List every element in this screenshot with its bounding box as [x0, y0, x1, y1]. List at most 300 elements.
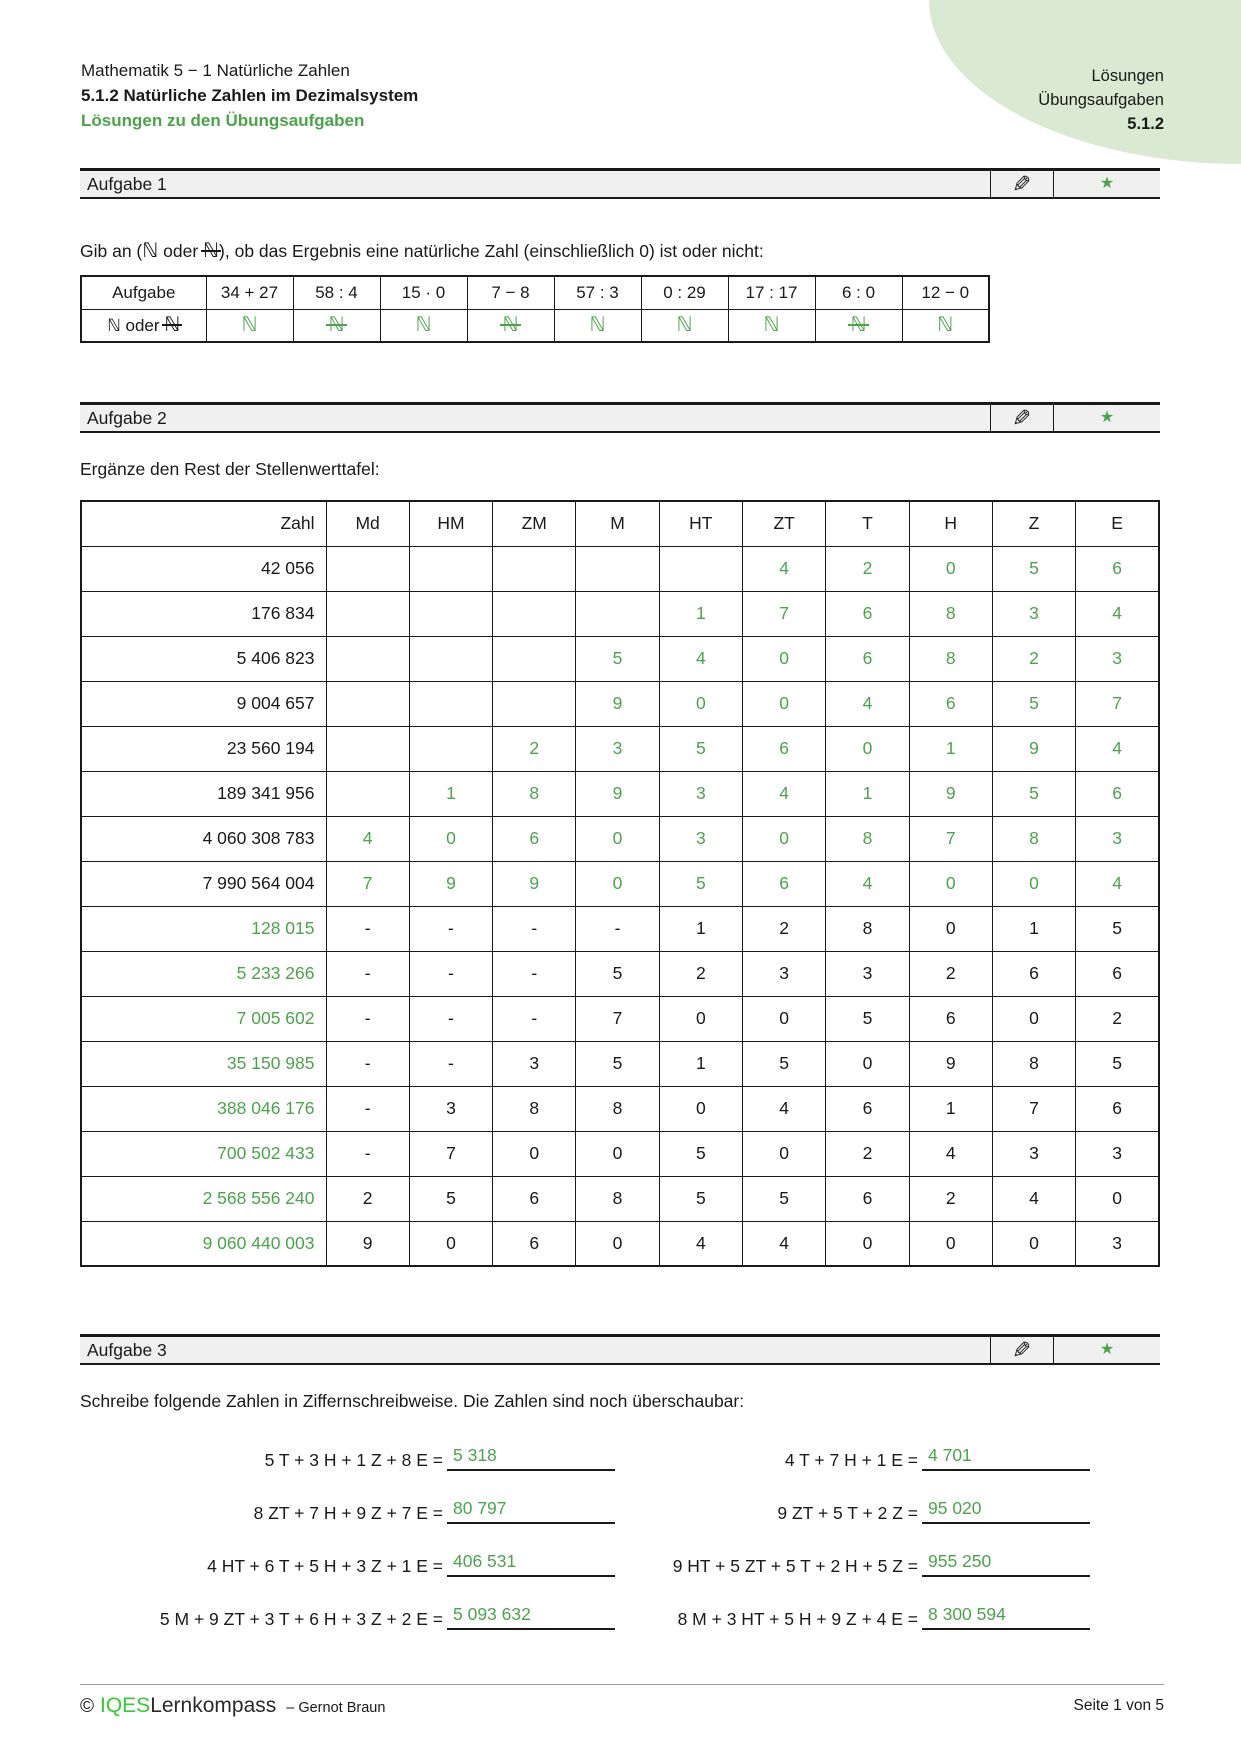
- digit-cell: 5: [409, 1176, 492, 1221]
- digit-cell: 3: [493, 1041, 576, 1086]
- expression-cell: 58 : 4: [293, 276, 380, 309]
- answer-text: 5 318: [447, 1445, 615, 1471]
- expression-cell: 34 + 27: [206, 276, 293, 309]
- zahl-cell: 388 046 176: [81, 1086, 326, 1131]
- digit-cell: [576, 546, 659, 591]
- document-header: [81, 58, 418, 133]
- answer-text: 955 250: [922, 1551, 1090, 1577]
- digit-cell: 3: [992, 591, 1075, 636]
- digit-cell: 0: [493, 1131, 576, 1176]
- zahl-cell: 35 150 985: [81, 1041, 326, 1086]
- zahl-cell: 2 568 556 240: [81, 1176, 326, 1221]
- digit-cell: [576, 591, 659, 636]
- answer-cell: [815, 309, 902, 342]
- digit-cell: 8: [576, 1086, 659, 1131]
- digit-cell: 9: [326, 1221, 409, 1266]
- digit-cell: 0: [826, 726, 909, 771]
- digit-cell: 7: [326, 861, 409, 906]
- digit-cell: [493, 546, 576, 591]
- digit-cell: 1: [659, 591, 742, 636]
- digit-cell: 5: [1076, 906, 1159, 951]
- digit-cell: 5: [742, 1041, 825, 1086]
- digit-cell: 0: [576, 1221, 659, 1266]
- digit-cell: [409, 636, 492, 681]
- equation-left: [80, 1551, 615, 1577]
- equation-left: [80, 1498, 615, 1524]
- expression-cell: 57 : 3: [554, 276, 641, 309]
- digit-cell: 2: [826, 1131, 909, 1176]
- place-value-row: [81, 951, 1159, 996]
- t1-answer-label: [81, 309, 206, 342]
- digit-cell: 8: [826, 906, 909, 951]
- digit-cell: 9: [992, 726, 1075, 771]
- digit-cell: 4: [659, 636, 742, 681]
- digit-cell: 2: [326, 1176, 409, 1221]
- digit-cell: 4: [826, 681, 909, 726]
- digit-cell: 1: [909, 1086, 992, 1131]
- not-natural-number-symbol: ℕ: [203, 240, 220, 262]
- task1-section: [80, 168, 1160, 343]
- author-name: – Gernot Braun: [286, 1700, 386, 1716]
- place-value-row: [81, 591, 1159, 636]
- solutions-subtitle: Lösungen zu den Übungsaufgaben: [81, 111, 365, 130]
- digit-cell: 0: [576, 816, 659, 861]
- difficulty-cell: [1053, 405, 1160, 431]
- digit-cell: 4: [826, 861, 909, 906]
- answer-cell: [728, 309, 815, 342]
- copyright-icon: ©: [80, 1696, 94, 1717]
- digit-cell: 2: [742, 906, 825, 951]
- digit-cell: 0: [992, 996, 1075, 1041]
- expression-text: 5 M + 9 ZT + 3 T + 6 H + 3 Z + 2 E =: [159, 1609, 443, 1629]
- expression-text: 4 T + 7 H + 1 E =: [784, 1450, 918, 1470]
- digit-cell: -: [409, 996, 492, 1041]
- not-natural-number-symbol: ℕ: [328, 313, 345, 336]
- zahl-cell: 4 060 308 783: [81, 816, 326, 861]
- zahl-cell: 23 560 194: [81, 726, 326, 771]
- t2-body: [81, 546, 1159, 1266]
- zahl-cell: 128 015: [81, 906, 326, 951]
- pencil-cell: [990, 405, 1053, 431]
- digit-cell: 3: [576, 726, 659, 771]
- column-header-place: ZM: [493, 501, 576, 546]
- digit-cell: 7: [909, 816, 992, 861]
- answer-text: 406 531: [447, 1551, 615, 1577]
- digit-cell: 6: [826, 1086, 909, 1131]
- digit-cell: 0: [409, 1221, 492, 1266]
- t1-answer-row: [81, 309, 989, 342]
- digit-cell: 7: [742, 591, 825, 636]
- course-title: Mathematik 5 − 1 Natürliche Zahlen: [81, 61, 350, 80]
- digit-cell: 2: [1076, 996, 1159, 1041]
- expression-text: 9 HT + 5 ZT + 5 T + 2 H + 5 Z =: [672, 1556, 918, 1576]
- digit-cell: -: [493, 996, 576, 1041]
- digit-cell: 0: [409, 816, 492, 861]
- digit-cell: -: [576, 906, 659, 951]
- digit-cell: 0: [742, 816, 825, 861]
- star-icon: ★: [1099, 175, 1115, 192]
- column-header-place: HT: [659, 501, 742, 546]
- not-natural-number-symbol: ℕ: [164, 313, 181, 336]
- digit-cell: -: [493, 906, 576, 951]
- answer-cell: [902, 309, 989, 342]
- equation-left: [80, 1445, 615, 1471]
- answer-cell: [380, 309, 467, 342]
- task2-section: [80, 402, 1160, 1267]
- expression-text: 4 HT + 6 T + 5 H + 3 Z + 1 E =: [207, 1556, 443, 1576]
- digit-cell: 3: [1076, 816, 1159, 861]
- digit-cell: 6: [909, 681, 992, 726]
- digit-cell: 0: [909, 861, 992, 906]
- instruction-text: ), ob das Ergebnis eine natürliche Zahl (einschließlich 0) ist oder nicht:: [219, 241, 764, 261]
- digit-cell: 8: [992, 1041, 1075, 1086]
- not-natural-number-symbol: ℕ: [502, 313, 519, 336]
- digit-cell: [409, 681, 492, 726]
- digit-cell: 8: [826, 816, 909, 861]
- digit-cell: 0: [826, 1221, 909, 1266]
- digit-cell: 4: [1076, 861, 1159, 906]
- task1-table: [80, 275, 990, 343]
- logo-iqes: IQES: [100, 1694, 151, 1717]
- expression-cell: 0 : 29: [641, 276, 728, 309]
- task2-instruction: Ergänze den Rest der Stellenwerttafel:: [80, 459, 380, 479]
- digit-cell: 4: [909, 1131, 992, 1176]
- t1-header-row: [81, 276, 989, 309]
- t1-corner-label: Aufgabe: [81, 276, 206, 309]
- digit-cell: -: [326, 1041, 409, 1086]
- digit-cell: 6: [1076, 1086, 1159, 1131]
- zahl-cell: 9 060 440 003: [81, 1221, 326, 1266]
- place-value-row: [81, 1131, 1159, 1176]
- digit-cell: 4: [992, 1176, 1075, 1221]
- digit-cell: [326, 771, 409, 816]
- digit-cell: 3: [659, 771, 742, 816]
- place-value-row: [81, 861, 1159, 906]
- digit-cell: [493, 681, 576, 726]
- publisher-logo: [80, 1694, 385, 1718]
- digit-cell: 8: [493, 771, 576, 816]
- digit-cell: 7: [992, 1086, 1075, 1131]
- digit-cell: 2: [659, 951, 742, 996]
- digit-cell: 0: [826, 1041, 909, 1086]
- equation-right: [615, 1498, 1090, 1524]
- digit-cell: [326, 681, 409, 726]
- digit-cell: 8: [992, 816, 1075, 861]
- star-icon: ★: [1099, 409, 1115, 426]
- digit-cell: 0: [742, 996, 825, 1041]
- expression-cell: 17 : 17: [728, 276, 815, 309]
- digit-cell: -: [493, 951, 576, 996]
- digit-cell: -: [409, 906, 492, 951]
- place-value-row: [81, 726, 1159, 771]
- answer-cell: [554, 309, 641, 342]
- answer-cell: [293, 309, 380, 342]
- pencil-cell: [990, 171, 1053, 197]
- t2-header-row: [81, 501, 1159, 546]
- digit-cell: 8: [909, 636, 992, 681]
- digit-cell: 5: [992, 546, 1075, 591]
- natural-number-symbol: ℕ: [676, 313, 693, 336]
- corner-label: [1038, 64, 1164, 136]
- expression-text: 5 T + 3 H + 1 Z + 8 E =: [264, 1450, 443, 1470]
- digit-cell: 5: [992, 681, 1075, 726]
- zahl-cell: 5 233 266: [81, 951, 326, 996]
- corner-label-line1: Lösungen: [1091, 67, 1164, 85]
- column-header-place: E: [1076, 501, 1159, 546]
- digit-cell: 6: [1076, 771, 1159, 816]
- task2-header-bar: [80, 402, 1160, 433]
- column-header-place: Z: [992, 501, 1075, 546]
- digit-cell: 0: [742, 681, 825, 726]
- natural-number-symbol: ℕ: [415, 313, 432, 336]
- expression-cell: 6 : 0: [815, 276, 902, 309]
- digit-cell: 1: [659, 906, 742, 951]
- instruction-text: Gib an (: [80, 241, 143, 261]
- digit-cell: -: [326, 996, 409, 1041]
- digit-cell: 1: [992, 906, 1075, 951]
- column-header-place: M: [576, 501, 659, 546]
- digit-cell: 3: [1076, 1131, 1159, 1176]
- digit-cell: 4: [326, 816, 409, 861]
- digit-cell: 0: [659, 1086, 742, 1131]
- digit-cell: 0: [1076, 1176, 1159, 1221]
- expression-cell: 15 · 0: [380, 276, 467, 309]
- digit-cell: 4: [659, 1221, 742, 1266]
- digit-cell: -: [326, 1131, 409, 1176]
- place-value-row: [81, 681, 1159, 726]
- digit-cell: 0: [659, 681, 742, 726]
- digit-cell: 0: [909, 1221, 992, 1266]
- digit-cell: 0: [576, 861, 659, 906]
- natural-number-symbol: ℕ: [937, 313, 954, 336]
- digit-cell: 2: [826, 546, 909, 591]
- task3-title: Aufgabe 3: [87, 1339, 167, 1360]
- expression-cell: 7 − 8: [467, 276, 554, 309]
- zahl-cell: 42 056: [81, 546, 326, 591]
- task1-title: Aufgabe 1: [87, 173, 167, 194]
- answer-text: 95 020: [922, 1498, 1090, 1524]
- digit-cell: 0: [742, 1131, 825, 1176]
- digit-cell: 0: [576, 1131, 659, 1176]
- zahl-cell: 5 406 823: [81, 636, 326, 681]
- digit-cell: [493, 636, 576, 681]
- digit-cell: 4: [742, 1086, 825, 1131]
- digit-cell: [326, 546, 409, 591]
- answer-cell: [467, 309, 554, 342]
- digit-cell: [409, 546, 492, 591]
- digit-cell: 3: [659, 816, 742, 861]
- digit-cell: [326, 726, 409, 771]
- digit-cell: 5: [576, 636, 659, 681]
- difficulty-cell: [1053, 171, 1160, 197]
- digit-cell: 5: [659, 1176, 742, 1221]
- zahl-cell: 700 502 433: [81, 1131, 326, 1176]
- place-value-row: [81, 1041, 1159, 1086]
- column-header-place: ZT: [742, 501, 825, 546]
- equation-left: [80, 1604, 615, 1630]
- digit-cell: 2: [909, 951, 992, 996]
- digit-cell: 3: [826, 951, 909, 996]
- place-value-table: [80, 500, 1160, 1267]
- page-footer: [80, 1684, 1164, 1718]
- digit-cell: 6: [826, 636, 909, 681]
- digit-cell: 5: [742, 1176, 825, 1221]
- digit-cell: 3: [1076, 636, 1159, 681]
- answer-cell: [641, 309, 728, 342]
- task1-header-bar: [80, 168, 1160, 199]
- digit-cell: 5: [659, 726, 742, 771]
- answer-text: 80 797: [447, 1498, 615, 1524]
- digit-cell: 4: [742, 771, 825, 816]
- answer-label-text: ℕ oder: [107, 315, 165, 335]
- digit-cell: -: [409, 1041, 492, 1086]
- digit-cell: 5: [826, 996, 909, 1041]
- digit-cell: 8: [909, 591, 992, 636]
- pencil-cell: [990, 1337, 1053, 1363]
- column-header-place: H: [909, 501, 992, 546]
- answer-text: 4 701: [922, 1445, 1090, 1471]
- digit-cell: -: [326, 1086, 409, 1131]
- instruction-text: oder: [158, 241, 204, 261]
- equation-right: [615, 1445, 1090, 1471]
- equation-row: [80, 1544, 1160, 1577]
- digit-cell: 5: [659, 1131, 742, 1176]
- expression-cell: 12 − 0: [902, 276, 989, 309]
- digit-cell: 2: [493, 726, 576, 771]
- digit-cell: 4: [742, 1221, 825, 1266]
- logo-lernkompass: Lernkompass: [150, 1694, 277, 1717]
- digit-cell: 6: [742, 861, 825, 906]
- digit-cell: 9: [576, 681, 659, 726]
- digit-cell: 3: [409, 1086, 492, 1131]
- expression-text: 8 M + 3 HT + 5 H + 9 Z + 4 E =: [677, 1609, 918, 1629]
- digit-cell: 0: [909, 546, 992, 591]
- digit-cell: 5: [992, 771, 1075, 816]
- digit-cell: 0: [992, 1221, 1075, 1266]
- expression-text: 8 ZT + 7 H + 9 Z + 7 E =: [253, 1503, 443, 1523]
- answer-cell: [206, 309, 293, 342]
- place-value-row: [81, 1221, 1159, 1266]
- place-value-row: [81, 996, 1159, 1041]
- place-value-row: [81, 546, 1159, 591]
- task3-instruction: Schreibe folgende Zahlen in Ziffernschreibweise. Die Zahlen sind noch überschaubar:: [80, 1391, 745, 1411]
- page-number: Seite 1 von 5: [1073, 1697, 1164, 1714]
- digit-cell: 5: [1076, 1041, 1159, 1086]
- digit-cell: 0: [659, 996, 742, 1041]
- zahl-cell: 176 834: [81, 591, 326, 636]
- natural-number-symbol: ℕ: [241, 313, 258, 336]
- place-value-row: [81, 816, 1159, 861]
- digit-cell: 6: [826, 591, 909, 636]
- digit-cell: 7: [409, 1131, 492, 1176]
- digit-cell: [326, 591, 409, 636]
- task3-equations: [80, 1438, 1160, 1630]
- digit-cell: 8: [576, 1176, 659, 1221]
- digit-cell: 2: [909, 1176, 992, 1221]
- digit-cell: [326, 636, 409, 681]
- digit-cell: 1: [826, 771, 909, 816]
- digit-cell: 4: [742, 546, 825, 591]
- digit-cell: 9: [909, 771, 992, 816]
- column-header-place: T: [826, 501, 909, 546]
- pencil-icon: ✎: [1012, 404, 1032, 431]
- digit-cell: 3: [742, 951, 825, 996]
- column-header-place: HM: [409, 501, 492, 546]
- digit-cell: 5: [576, 951, 659, 996]
- digit-cell: 0: [992, 861, 1075, 906]
- task1-instruction: [80, 241, 1160, 262]
- equation-row: [80, 1597, 1160, 1630]
- digit-cell: 7: [576, 996, 659, 1041]
- place-value-row: [81, 1176, 1159, 1221]
- place-value-row: [81, 906, 1159, 951]
- digit-cell: 1: [659, 1041, 742, 1086]
- digit-cell: 6: [992, 951, 1075, 996]
- task2-title: Aufgabe 2: [87, 407, 167, 428]
- equation-row: [80, 1491, 1160, 1524]
- digit-cell: 6: [826, 1176, 909, 1221]
- digit-cell: 6: [493, 816, 576, 861]
- digit-cell: [409, 591, 492, 636]
- task3-header-bar: [80, 1334, 1160, 1365]
- digit-cell: 6: [1076, 546, 1159, 591]
- answer-text: 8 300 594: [922, 1604, 1090, 1630]
- pencil-icon: ✎: [1012, 1336, 1032, 1363]
- answer-text: 5 093 632: [447, 1604, 615, 1630]
- digit-cell: 1: [909, 726, 992, 771]
- digit-cell: 2: [992, 636, 1075, 681]
- digit-cell: -: [326, 951, 409, 996]
- digit-cell: 7: [1076, 681, 1159, 726]
- corner-label-line2: Übungsaufgaben: [1038, 91, 1164, 109]
- digit-cell: 4: [1076, 726, 1159, 771]
- equation-right: [615, 1604, 1090, 1630]
- digit-cell: 9: [493, 861, 576, 906]
- digit-cell: 8: [493, 1086, 576, 1131]
- digit-cell: 1: [409, 771, 492, 816]
- not-natural-number-symbol: ℕ: [850, 313, 867, 336]
- place-value-row: [81, 771, 1159, 816]
- digit-cell: 6: [742, 726, 825, 771]
- digit-cell: 5: [659, 861, 742, 906]
- natural-number-symbol: ℕ: [589, 313, 606, 336]
- digit-cell: -: [409, 951, 492, 996]
- digit-cell: [493, 591, 576, 636]
- digit-cell: 3: [1076, 1221, 1159, 1266]
- expression-text: 9 ZT + 5 T + 2 Z =: [777, 1503, 918, 1523]
- zahl-cell: 7 005 602: [81, 996, 326, 1041]
- digit-cell: 0: [909, 906, 992, 951]
- zahl-cell: 9 004 657: [81, 681, 326, 726]
- zahl-cell: 189 341 956: [81, 771, 326, 816]
- chapter-title: 5.1.2 Natürliche Zahlen im Dezimalsystem: [81, 86, 419, 105]
- place-value-row: [81, 636, 1159, 681]
- digit-cell: 6: [493, 1176, 576, 1221]
- digit-cell: -: [326, 906, 409, 951]
- digit-cell: 9: [409, 861, 492, 906]
- star-icon: ★: [1099, 1341, 1115, 1358]
- pencil-icon: ✎: [1012, 170, 1032, 197]
- digit-cell: 6: [1076, 951, 1159, 996]
- equation-right: [615, 1551, 1090, 1577]
- corner-label-section: 5.1.2: [1127, 115, 1164, 133]
- column-header-place: Md: [326, 501, 409, 546]
- digit-cell: 9: [576, 771, 659, 816]
- place-value-row: [81, 1086, 1159, 1131]
- digit-cell: 0: [742, 636, 825, 681]
- digit-cell: [659, 546, 742, 591]
- digit-cell: 6: [493, 1221, 576, 1266]
